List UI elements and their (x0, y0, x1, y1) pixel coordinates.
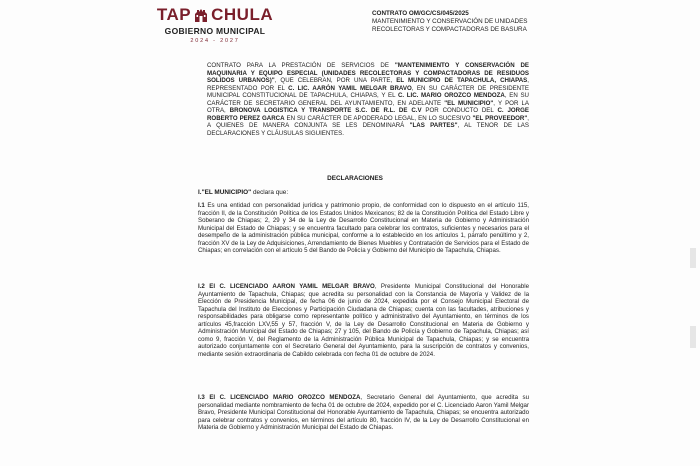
declaration-i2: I.2 El C. LICENCIADO AARON YAMIL MELGAR BRAVO, Presidente Municipal Constitucional del Honorable Ayuntamiento de Tapachula, Chiapas; que acredita su personalidad con la Constancia de Mayoría y Validez de la Elección de Presidencia Municipal, de fecha 06 de junio de 2024, expedida por el Consejo Municipal Electoral de Tapachula del Instituto de Elecciones y Participación Ciudadana de Chiapas; cuenta con las facultades, atribuciones y responsabilidades para obligarse como representante político y administrativo del Ayuntamiento, en términos de los artículos 45,fracción LXV,55 y 57, fracción V, de la Ley de Desarrollo Constitucional en Materia de Gobierno y Administración Municipal del Estado de Chiapas; 27 y 105, del Bando de Policía y Gobierno de Tapachula, Chiapas; así como 9, fracción V, del Reglamento de la Administración Pública Municipal de Tapachula, Chiapas; y se encuentra autorizado conjuntamente con el Secretario General del Ayuntamiento, para la suscripción de contratos y convenios, mediante sesión extraordinaria de Cabildo celebrada con fecha 01 de octubre de 2024. (198, 283, 529, 358)
logo-word-left: TAP (156, 5, 192, 24)
contract-number: CONTRATO OM/GC/CS/045/2025 (372, 10, 469, 17)
municipio-declares-heading: I."EL MUNICIPIO" declara que: (198, 189, 289, 196)
declaration-i3: I.3 El C. LICENCIADO MARIO OROZCO MENDOZA, Secretario General del Ayuntamiento, que acredita su personalidad mediante nombramiento de fecha 01 de octubre de 2024, expedido por el C. Licenciado Aaron Yamil Melgar Bravo, Presidente Municipal Constitucional del Honorable Ayuntamiento de Tapachula, Chiapas; se encuentra autorizado para celebrar contratos y convenios, en términos del artículo 80, fracción IV, de la Ley de Desarrollo Constitucional en Materia de Gobierno y Administración Municipal del Estado de Chiapas. (198, 394, 529, 432)
contract-header (372, 10, 577, 35)
crest-icon (193, 7, 209, 23)
logo-years: 2024 - 2027 (190, 38, 240, 44)
margin-mark (690, 326, 696, 348)
margin-mark (690, 248, 696, 268)
declaration-i1: I.1 Es una entidad con personalidad jurídica y patrimonio propio, de conformidad con lo dispuesto en el artículo 115, fracción II, de la Constitución Política de los Estados Unidos Mexicanos; 82 de la Constitución Política del Estado Libre y Soberano de Chiapas; 2, 29 y 34 de la Ley de Desarrollo Constitucional en Materia de Gobierno y Administración Municipal del Estado de Chiapas; y se encuentra facultado para celebrar los contratos, suficientes y necesarios para el desempeño de la administración pública municipal, conforme a lo establecido en los artículos 1, párrafo penúltimo y 2, fracción XV de la Ley de Adquisiciones, Arrendamiento de Bienes Muebles y Contratación de Servicios para el Estado de Chiapas; en correlación con el artículo 5 del Bando de Policía y Gobierno del Municipio de Tapachula, Chiapas. (198, 202, 529, 255)
logo-subtitle: GOBIERNO MUNICIPAL (164, 26, 266, 36)
intro-paragraph: CONTRATO PARA LA PRESTACIÓN DE SERVICIOS DE "MANTENIMIENTO Y CONSERVACIÓN DE MAQUINARIA Y EQUIPO ESPECIAL (UNIDADES RECOLECTORAS Y COMPACTADORAS DE RESIDUOS SOLIDOS URBANOS)", QUE CELEBRAN, POR UNA PARTE, EL MUNICIPIO DE TAPACHULA, CHIAPAS, REPRESENTADO POR EL C. LIC. AARÓN YAMIL MELGAR BRAVO, EN SU CARÁCTER DE PRESIDENTE MUNICIPAL CONSTITUCIONAL DE TAPACHULA, CHIAPAS, Y EL C. LIC. MARIO OROZCO MENDOZA, EN SU CARÁCTER DE SECRETARIO GENERAL DEL AYUNTAMIENTO, EN ADELANTE "EL MUNICIPIO", Y POR LA OTRA, BRONOVA LOGISTICA Y TRANSPORTE S.C. DE R.L. DE C.V POR CONDUCTO DEL C. JORGE ROBERTO PEREZ GARCA EN SU CARÁCTER DE APODERADO LEGAL, EN LO SUCESIVO "EL PROVEEDOR", A QUIENES DE MANERA CONJUNTA SE LES DENOMINARÁ "LAS PARTES", AL TENOR DE LAS DECLARACIONES Y CLÁUSULAS SIGUIENTES. (207, 62, 530, 137)
contract-description-line-2: RECOLECTORAS Y COMPACTADORAS DE BASURA (372, 26, 527, 34)
contract-description-line-1: MANTENIMIENTO Y CONSERVACIÓN DE UNIDADES (372, 18, 528, 26)
logo-word-right: CHULA (211, 5, 274, 24)
logo-wordmark (150, 6, 280, 24)
declarations-title: DECLARACIONES (327, 175, 383, 182)
municipal-logo (150, 6, 280, 54)
